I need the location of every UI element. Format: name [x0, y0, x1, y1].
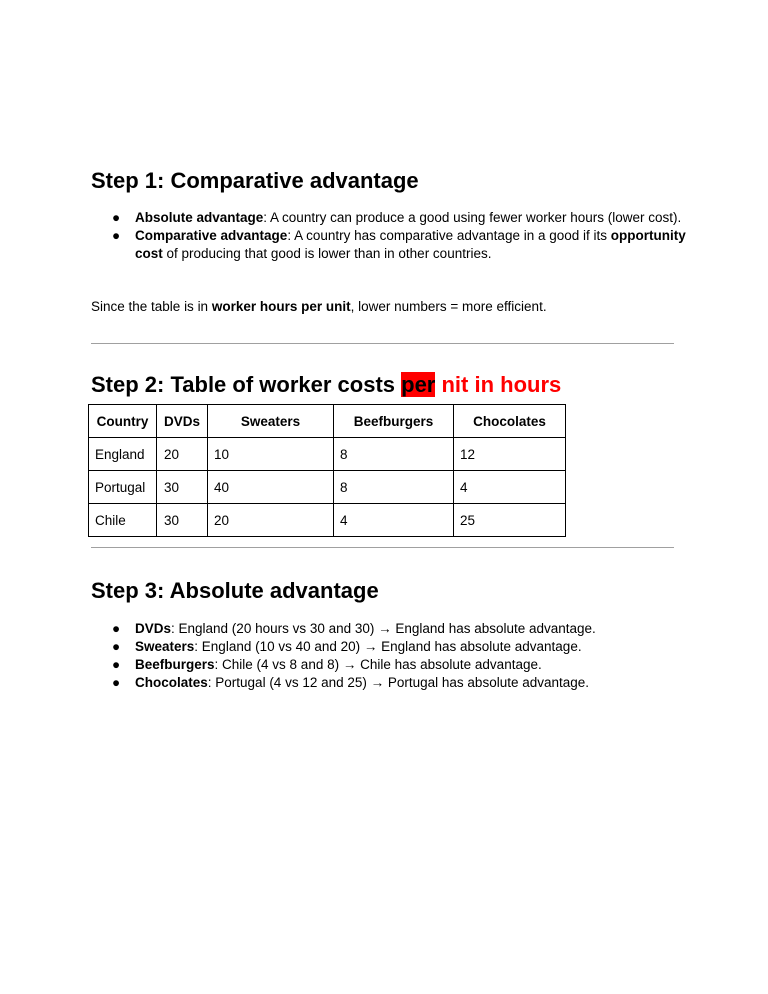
bullet-icon: ● — [112, 621, 121, 636]
step3-heading: Step 3: Absolute advantage — [91, 578, 379, 603]
table-cell: 4 — [334, 504, 454, 537]
horizontal-divider — [91, 343, 674, 344]
definition-text: of producing that good is lower than in other countries. — [162, 246, 492, 261]
term-absolute-advantage: Absolute advantage — [135, 210, 264, 225]
bullet-icon: ● — [112, 657, 121, 672]
note-text: Since the table is in — [91, 299, 212, 314]
efficiency-note — [91, 298, 547, 316]
product-term: Sweaters — [135, 639, 195, 654]
list-item — [91, 656, 691, 674]
table-cell: Portugal — [89, 471, 157, 504]
worker-costs-table — [88, 404, 566, 537]
table-cell: 20 — [157, 438, 208, 471]
table-cell: England — [89, 438, 157, 471]
bullet-icon: ● — [112, 210, 121, 225]
table-cell: 30 — [157, 471, 208, 504]
list-item — [91, 227, 691, 263]
term-opportunity-cost: opportunity cost — [135, 228, 686, 261]
highlighted-text: per — [401, 372, 436, 397]
table-cell: Chile — [89, 504, 157, 537]
red-heading-text: nit in hours — [435, 372, 562, 397]
list-item — [91, 620, 691, 638]
product-term: Beefburgers — [135, 657, 215, 672]
column-header: Chocolates — [454, 405, 566, 438]
step2-heading — [91, 372, 561, 398]
table-cell: 10 — [208, 438, 334, 471]
table-cell: 40 — [208, 471, 334, 504]
bullet-icon: ● — [112, 639, 121, 654]
term-comparative-advantage: Comparative advantage — [135, 228, 288, 243]
column-header: Sweaters — [208, 405, 334, 438]
advantage-text: : England (10 vs 40 and 20) → England has absolute advantage. — [194, 639, 582, 654]
step1-heading: Step 1: Comparative advantage — [91, 168, 419, 193]
column-header: Country — [89, 405, 157, 438]
bullet-icon: ● — [112, 675, 121, 690]
step3-bullet-list — [91, 620, 691, 692]
table-cell: 12 — [454, 438, 566, 471]
table-cell: 8 — [334, 471, 454, 504]
column-header: DVDs — [157, 405, 208, 438]
product-term: Chocolates — [135, 675, 208, 690]
table-row — [89, 504, 566, 537]
note-bold-text: worker hours per unit — [211, 299, 351, 314]
step1-bullet-list — [91, 209, 691, 263]
table-cell: 30 — [157, 504, 208, 537]
product-term: DVDs — [135, 621, 172, 636]
table-cell: 20 — [208, 504, 334, 537]
table-cell: 4 — [454, 471, 566, 504]
list-item — [91, 638, 691, 656]
advantage-text: : England (20 hours vs 30 and 30) → England has absolute advantage. — [171, 621, 596, 636]
table-cell: 8 — [334, 438, 454, 471]
table-row — [89, 471, 566, 504]
definition-text: : A country has comparative advantage in a good if its — [287, 228, 611, 243]
heading-text: Step 2: Table of worker costs — [91, 372, 402, 397]
table-cell: 25 — [454, 504, 566, 537]
table-header-row — [89, 405, 566, 438]
table-row — [89, 438, 566, 471]
advantage-text: : Portugal (4 vs 12 and 25) → Portugal has absolute advantage. — [207, 675, 590, 690]
list-item — [91, 674, 691, 692]
advantage-text: : Chile (4 vs 8 and 8) → Chile has absolute advantage. — [214, 657, 542, 672]
bullet-icon: ● — [112, 228, 121, 243]
definition-text: : A country can produce a good using fewer worker hours (lower cost). — [263, 210, 682, 225]
column-header: Beefburgers — [334, 405, 454, 438]
note-text: , lower numbers = more efficient. — [350, 299, 547, 314]
list-item — [91, 209, 691, 227]
horizontal-divider — [91, 547, 674, 548]
